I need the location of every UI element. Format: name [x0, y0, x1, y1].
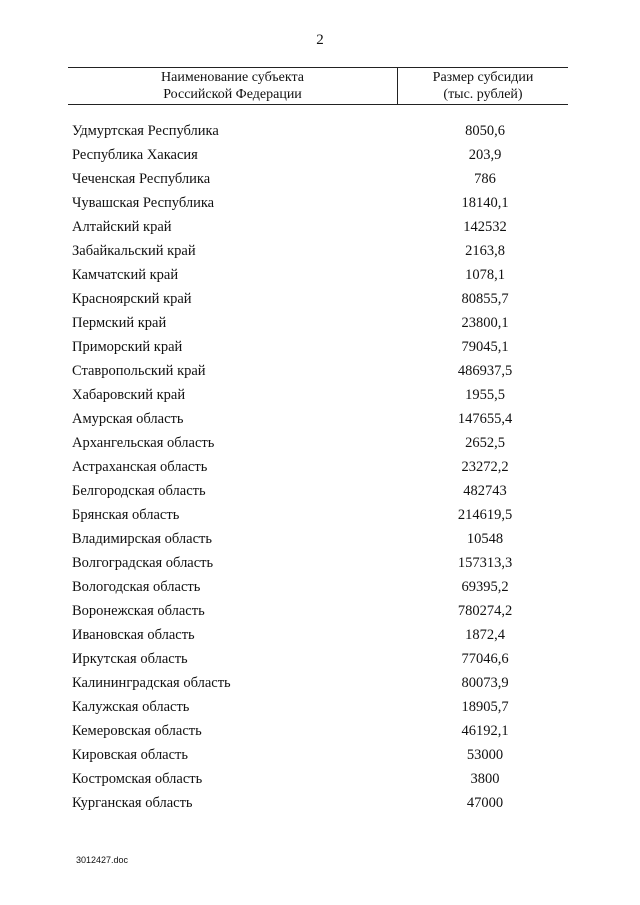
region-name: Республика Хакасия: [72, 147, 198, 163]
region-name: Чеченская Республика: [72, 171, 211, 187]
subsidy-amount: 780274,2: [457, 603, 513, 619]
subsidy-amount: 47000: [466, 795, 504, 811]
table-row: [0, 479, 640, 503]
header-region-name: [68, 69, 397, 103]
table-row: [0, 431, 640, 455]
header-rule-bottom: [68, 104, 568, 105]
region-name: Белгородская область: [72, 483, 206, 499]
table-row: [0, 527, 640, 551]
subsidy-amount: 142532: [463, 219, 507, 235]
region-name: Камчатский край: [72, 267, 179, 283]
region-name: Владимирская область: [72, 531, 212, 547]
subsidy-amount: 23272,2: [461, 459, 509, 475]
table-row: [0, 719, 640, 743]
region-name: Архангельская область: [72, 435, 215, 451]
table-row: [0, 143, 640, 167]
region-name: Астраханская область: [72, 459, 208, 475]
subsidy-amount: 203,9: [468, 147, 502, 163]
page-number: 2: [316, 32, 324, 48]
region-name: Красноярский край: [72, 291, 192, 307]
table-row: [0, 647, 640, 671]
region-name: Костромская область: [72, 771, 203, 787]
table-row: [0, 119, 640, 143]
region-name: Иркутская область: [72, 651, 188, 667]
subsidy-amount: 80073,9: [461, 675, 509, 691]
table-row: [0, 695, 640, 719]
subsidy-amount: 1872,4: [465, 627, 505, 643]
subsidy-amount: 69395,2: [461, 579, 509, 595]
table-row: [0, 263, 640, 287]
header-amount-line2: (тыс. рублей): [443, 87, 523, 102]
subsidy-amount: 1955,5: [465, 387, 505, 403]
header-region-line1: Наименование субъекта: [161, 70, 304, 85]
region-name: Пермский край: [72, 315, 167, 331]
subsidy-amount: 23800,1: [461, 315, 509, 331]
subsidy-amount: 3800: [470, 771, 500, 787]
subsidy-amount: 8050,6: [465, 123, 505, 139]
table-row: [0, 455, 640, 479]
table-row: [0, 239, 640, 263]
table-row: [0, 671, 640, 695]
region-name: Калужская область: [72, 699, 190, 715]
subsidy-amount: 79045,1: [461, 339, 509, 355]
table-row: [0, 575, 640, 599]
region-name: Курганская область: [72, 795, 193, 811]
subsidy-amount: 786: [474, 171, 496, 187]
table-row: [0, 551, 640, 575]
region-name: Хабаровский край: [72, 387, 186, 403]
region-name: Кемеровская область: [72, 723, 202, 739]
header-amount-line1: Размер субсидии: [432, 70, 534, 85]
region-name: Алтайский край: [72, 219, 172, 235]
subsidy-amount: 53000: [466, 747, 504, 763]
table-row: [0, 599, 640, 623]
region-name: Чувашская Республика: [72, 195, 215, 211]
region-name: Вологодская область: [72, 579, 201, 595]
header-rule-top: [68, 67, 568, 68]
table-body: [0, 119, 640, 815]
region-name: Ивановская область: [72, 627, 195, 643]
table-row: [0, 623, 640, 647]
subsidy-amount: 46192,1: [461, 723, 509, 739]
table-row: [0, 407, 640, 431]
header-region-line2: Российской Федерации: [163, 87, 302, 102]
subsidy-amount: 77046,6: [461, 651, 509, 667]
table-row: [0, 791, 640, 815]
region-name: Воронежская область: [72, 603, 205, 619]
table-row: [0, 359, 640, 383]
header-subsidy-amount: [398, 69, 568, 103]
table-row: [0, 743, 640, 767]
region-name: Брянская область: [72, 507, 180, 523]
table-row: [0, 287, 640, 311]
subsidy-amount: 1078,1: [465, 267, 505, 283]
table-row: [0, 503, 640, 527]
region-name: Калининградская область: [72, 675, 231, 691]
region-name: Кировская область: [72, 747, 189, 763]
table-row: [0, 335, 640, 359]
table-row: [0, 191, 640, 215]
table-row: [0, 767, 640, 791]
region-name: Амурская область: [72, 411, 184, 427]
table-row: [0, 383, 640, 407]
subsidy-amount: 482743: [463, 483, 507, 499]
region-name: Ставропольский край: [72, 363, 206, 379]
subsidy-amount: 157313,3: [457, 555, 513, 571]
subsidy-amount: 10548: [466, 531, 504, 547]
subsidy-amount: 214619,5: [457, 507, 513, 523]
table-row: [0, 215, 640, 239]
region-name: Удмуртская Республика: [72, 123, 219, 139]
region-name: Забайкальский край: [72, 243, 196, 259]
region-name: Приморский край: [72, 339, 183, 355]
subsidy-amount: 2652,5: [465, 435, 505, 451]
subsidy-amount: 2163,8: [465, 243, 505, 259]
region-name: Волгоградская область: [72, 555, 214, 571]
subsidy-amount: 486937,5: [457, 363, 513, 379]
subsidy-amount: 147655,4: [457, 411, 513, 427]
document-code: 3012427.doc: [76, 855, 129, 865]
subsidy-amount: 18905,7: [461, 699, 509, 715]
table-row: [0, 311, 640, 335]
table-row: [0, 167, 640, 191]
subsidy-amount: 18140,1: [461, 195, 509, 211]
subsidy-amount: 80855,7: [461, 291, 509, 307]
